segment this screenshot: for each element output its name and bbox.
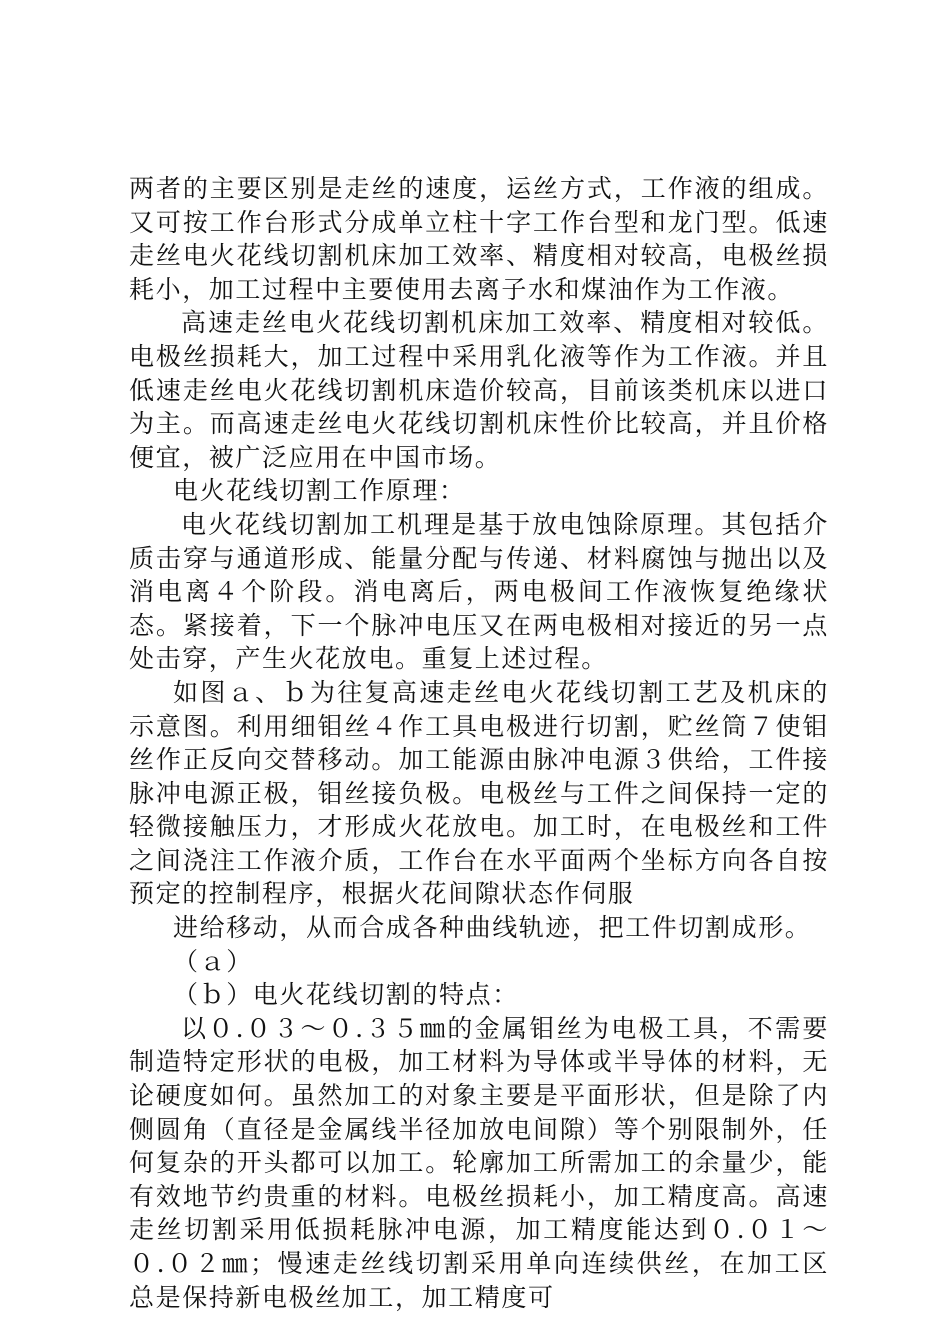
section-heading-characteristics: （ｂ）电火花线切割的特点： xyxy=(173,980,519,1010)
paragraph-figure-description: 如图ａ、ｂ为往复高速走丝电火花线切割工艺及机床的示意图。利用细钼丝４作工具电极进行切割，贮丝筒７使钼丝作正反向交替移动。加工能源由脉冲电源３供给，工件接脉冲电源正极，钼丝接负极。电极丝与工件之间保持一定的轻微接触压力，才形成火花放电。加工时，在电极丝和工件之间浇注工作液介质，工作台在水平面两个坐标方向各自按预定的控制程序，根据火花间隙状态作伺服 xyxy=(129,677,829,909)
paragraph-wire-speed-difference: 两者的主要区别是走丝的速度，运丝方式，工作液的组成。又可按工作台形式分成单立柱十字工作台型和龙门型。低速走丝电火花线切割机床加工效率、精度相对较高，电极丝损耗小，加工过程中主要使用去离子水和煤油作为工作液。 xyxy=(129,174,829,304)
document-body xyxy=(129,172,829,1314)
paragraph-high-speed-wire: 高速走丝电火花线切割机床加工效率、精度相对较低。电极丝损耗大，加工过程中采用乳化液等作为工作液。并且低速走丝电火花线切割机床造价较高，目前该类机床以进口为主。而高速走丝电火花线切割机床性价比较高，并且价格便宜，被广泛应用在中国市场。 xyxy=(129,308,829,472)
paragraph-feed-movement: 进给移动，从而合成各种曲线轨迹，把工件切割成形。 xyxy=(173,913,812,943)
figure-label-a: （ａ） xyxy=(173,946,253,976)
paragraph-characteristics-detail: 以０.０３～０.３５㎜的金属钼丝为电极工具，不需要制造特定形状的电极，加工材料为导体或半导体的材料，无论硬度如何。虽然加工的对象主要是平面形状，但是除了内侧圆角（直径是金属线半径加放电间隙）等个别限制外，任何复杂的开头都可以加工。轮廓加工所需加工的余量少，能有效地节约贵重的材料。电极丝损耗小，加工精度高。高速走丝切割采用低损耗脉冲电源，加工精度能达到０.０１～０.０２㎜；慢速走丝线切割采用单向连续供丝，在加工区总是保持新电极丝加工，加工精度可 xyxy=(129,1013,829,1312)
paragraph-machining-mechanism: 电火花线切割加工机理是基于放电蚀除原理。其包括介质击穿与通道形成、能量分配与传递、材料腐蚀与抛出以及消电离４个阶段。消电离后，两电极间工作液恢复绝缘状态。紧接着，下一个脉冲电压又在两电极相对接近的另一点处击穿，产生火花放电。重复上述过程。 xyxy=(129,509,829,674)
section-heading-working-principle: 电火花线切割工作原理： xyxy=(173,476,466,506)
